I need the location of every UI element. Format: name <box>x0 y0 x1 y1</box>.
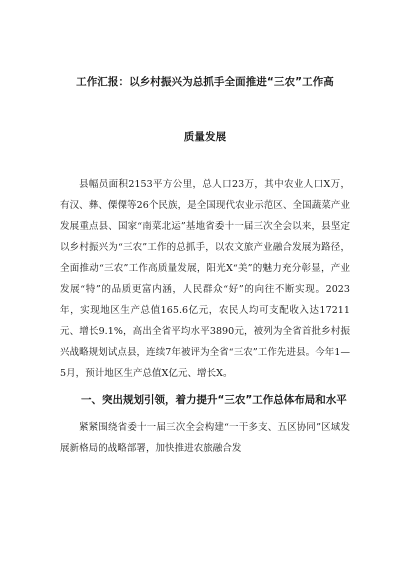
body-paragraph-section-1: 紧紧围绕省委十一届三次全会构建“一干多支、五区协同”区域发展新格局的战略部署，加快推进农旅融合发 <box>60 422 350 454</box>
document-title-line-2: 质量发展 <box>183 131 227 143</box>
body-paragraph-overview: 县幅员面积2153平方公里，总人口23万，其中农业人口X万，有汉、彝、傈僳等26个民族，是全国现代农业示范区、全国蔬菜产业发展重点县、国家“南菜北运”基地省委十一届三次全会以来，县坚定以乡村振兴为“三农”工作的总抓手，以农文旅产业融合发展为路径，全面推动“三农”工作高质量发展，阳光X“美”的魅力充分彰显，产业发展“特”的品质更富内涵，人民群众“好”的向往不断实现。2023年，实现地区生产总值165.6亿元，农民人均可支配收入达17211元、增长9.1%，高出全省平均水平3890元，被列为全省首批乡村振兴战略规划试点县，连续7年被评为全省“三农”工作先进县。今年1—5月，预计地区生产总值X亿元、增长X。 <box>60 179 350 379</box>
section-heading-1: 一、突出规划引领，着力提升“三农”工作总体布局和水平 <box>81 394 347 406</box>
document-title-line-1: 工作汇报：以乡村振兴为总抓手全面推进“三农”工作高 <box>76 76 334 88</box>
